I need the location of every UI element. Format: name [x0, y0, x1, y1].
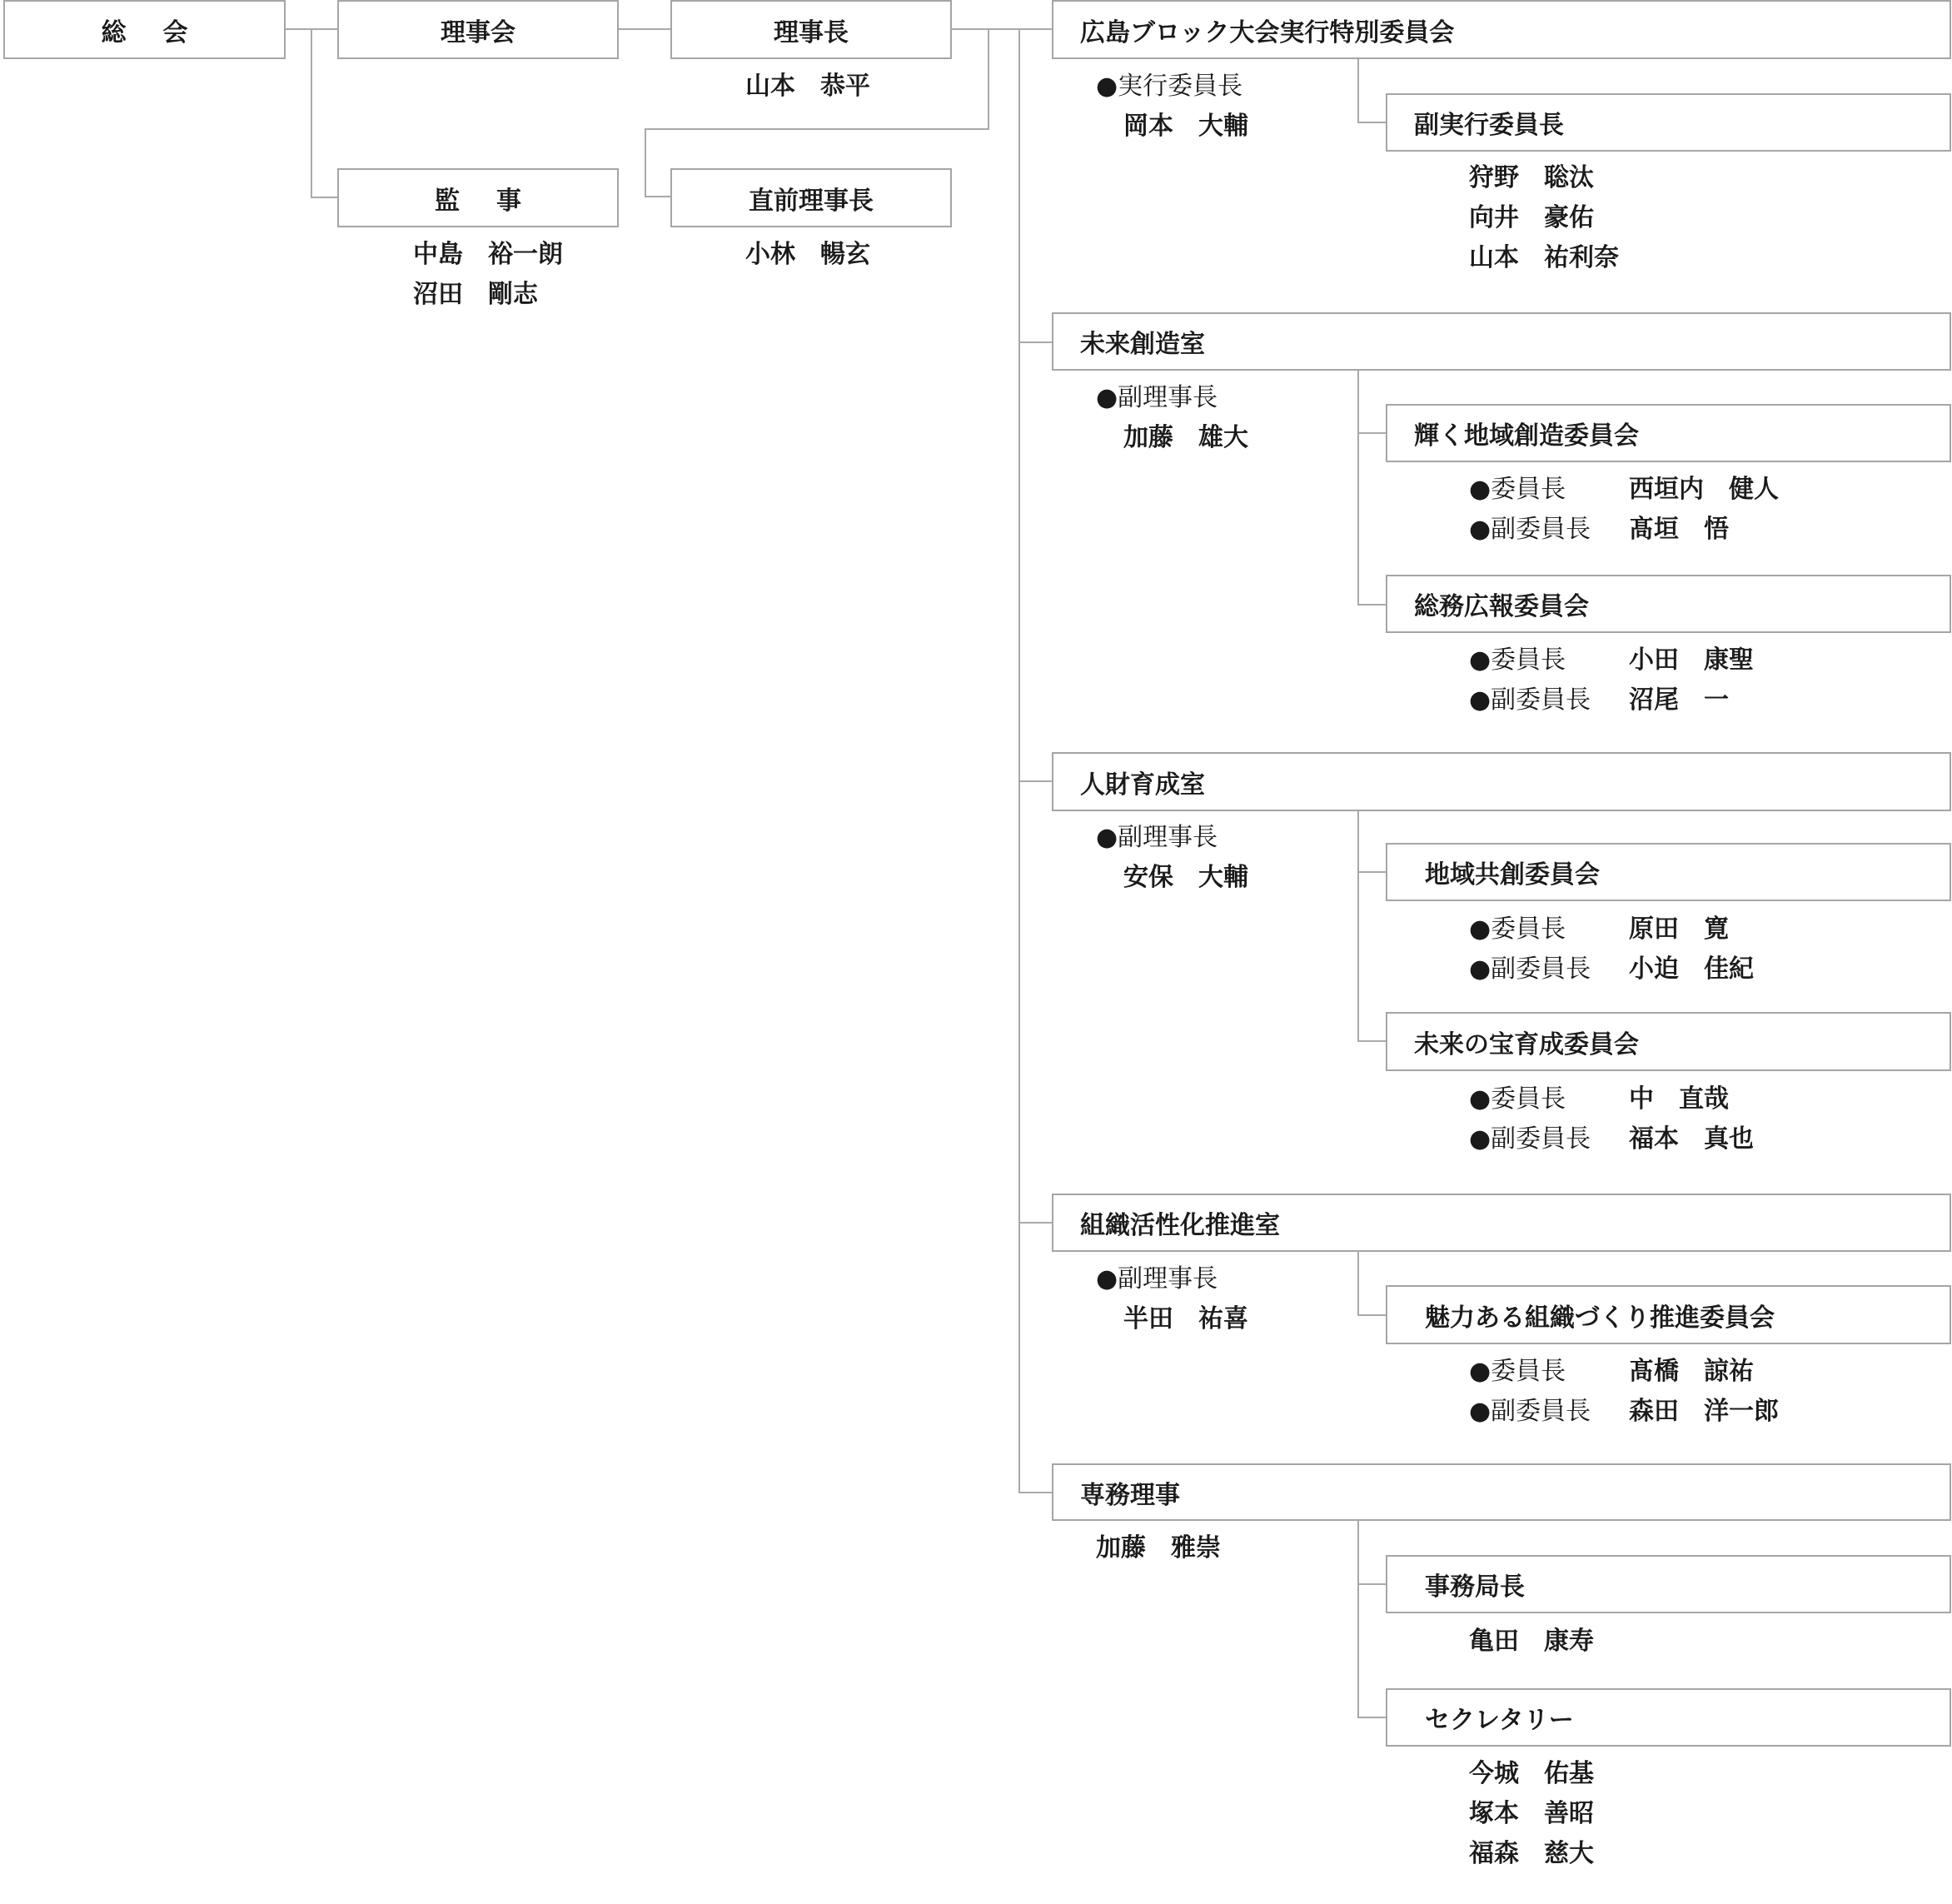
president-label: 理事長 [774, 17, 849, 47]
vice-exec-name-2: 向井 豪佑 [1469, 203, 1594, 232]
vice-name: 髙垣 悟 [1629, 515, 1729, 544]
jimukyoku-title: 事務局長 [1425, 1573, 1525, 1602]
jinzai-role: ●副理事長 [1096, 823, 1218, 852]
chair-name: 原田 寛 [1629, 915, 1729, 944]
secretary-name-3: 福森 慈大 [1469, 1839, 1594, 1868]
senmu-title: 専務理事 [1080, 1480, 1180, 1510]
chair-role: ●委員長 [1469, 1084, 1566, 1114]
secretary-name-2: 塚本 善昭 [1469, 1799, 1594, 1828]
soshiki-vp-name: 半田 祐喜 [1123, 1304, 1248, 1333]
jimukyoku-box [1386, 1555, 1951, 1613]
committee-box [1386, 1285, 1951, 1344]
committee-box [1386, 1012, 1951, 1071]
jinzai-office-box [1052, 752, 1951, 811]
vice-name: 沼尾 一 [1629, 685, 1729, 715]
committee-box [1386, 404, 1951, 462]
committee-title: 未来の宝育成委員会 [1414, 1029, 1639, 1059]
vice-role: ●副委員長 [1469, 954, 1591, 984]
committee-box [1386, 843, 1951, 901]
vice-exec-chair-title: 副実行委員長 [1414, 111, 1564, 140]
auditor-box [337, 168, 619, 227]
mirai-vp-name: 加藤 雄大 [1123, 423, 1248, 452]
chair-name: 中 直哉 [1629, 1084, 1729, 1114]
mirai-office-title: 未来創造室 [1080, 330, 1205, 359]
jimukyoku-name: 亀田 康寿 [1469, 1627, 1594, 1656]
committee-title: 地域共創委員会 [1425, 860, 1600, 890]
committee-title: 魅力ある組織づくり推進委員会 [1425, 1303, 1775, 1333]
senmu-box [1052, 1463, 1951, 1521]
chair-name: 髙橋 諒祐 [1629, 1357, 1754, 1386]
vice-name: 森田 洋一郎 [1629, 1397, 1779, 1426]
vice-role: ●副委員長 [1469, 1124, 1591, 1154]
committee-title: 輝く地域創造委員会 [1414, 421, 1639, 451]
chair-role: ●委員長 [1469, 1357, 1566, 1386]
committee-box [1386, 575, 1951, 633]
vice-exec-chair-box [1386, 93, 1951, 152]
auditor-name-1: 中島 裕一朗 [413, 240, 563, 269]
senmu-name: 加藤 雅崇 [1096, 1533, 1221, 1563]
board-label: 理事会 [441, 17, 515, 47]
hiroshima-committee-title: 広島ブロック大会実行特別委員会 [1080, 17, 1455, 47]
hiroshima-role: ●実行委員長 [1096, 72, 1243, 101]
auditor-label: 監事 [435, 186, 558, 216]
chair-role: ●委員長 [1469, 645, 1566, 675]
auditor-name-2: 沼田 剛志 [413, 280, 538, 309]
past-president-box [670, 168, 952, 227]
hiroshima-committee-box [1052, 0, 1951, 59]
general-assembly-label: 総会 [101, 17, 225, 47]
soshiki-office-box [1052, 1194, 1951, 1252]
committee-title: 総務広報委員会 [1414, 592, 1589, 621]
vice-exec-name-1: 狩野 聡汰 [1469, 163, 1594, 192]
vice-role: ●副委員長 [1469, 1397, 1591, 1426]
secretary-title: セクレタリー [1425, 1706, 1574, 1735]
past-president-name: 小林 暢玄 [745, 240, 870, 269]
vice-name: 福本 真也 [1629, 1124, 1754, 1154]
secretary-name-1: 今城 佑基 [1469, 1759, 1594, 1788]
president-name: 山本 恭平 [745, 72, 870, 101]
vice-role: ●副委員長 [1469, 685, 1591, 715]
general-assembly-box [3, 0, 286, 59]
board-box [337, 0, 619, 59]
secretary-box [1386, 1688, 1951, 1747]
soshiki-office-title: 組織活性化推進室 [1080, 1211, 1280, 1240]
chair-name: 小田 康聖 [1629, 645, 1754, 675]
chair-name: 西垣内 健人 [1629, 475, 1779, 504]
vice-exec-name-3: 山本 祐利奈 [1469, 243, 1619, 272]
president-box [670, 0, 952, 59]
chair-role: ●委員長 [1469, 475, 1566, 504]
jinzai-vp-name: 安保 大輔 [1123, 863, 1248, 892]
mirai-role: ●副理事長 [1096, 383, 1218, 412]
soshiki-role: ●副理事長 [1096, 1264, 1218, 1293]
chair-role: ●委員長 [1469, 915, 1566, 944]
vice-name: 小迫 佳紀 [1629, 954, 1754, 984]
hiroshima-chair-name: 岡本 大輔 [1123, 112, 1248, 141]
past-president-label: 直前理事長 [749, 186, 874, 216]
vice-role: ●副委員長 [1469, 515, 1591, 544]
mirai-office-box [1052, 312, 1951, 371]
jinzai-office-title: 人財育成室 [1080, 770, 1205, 800]
